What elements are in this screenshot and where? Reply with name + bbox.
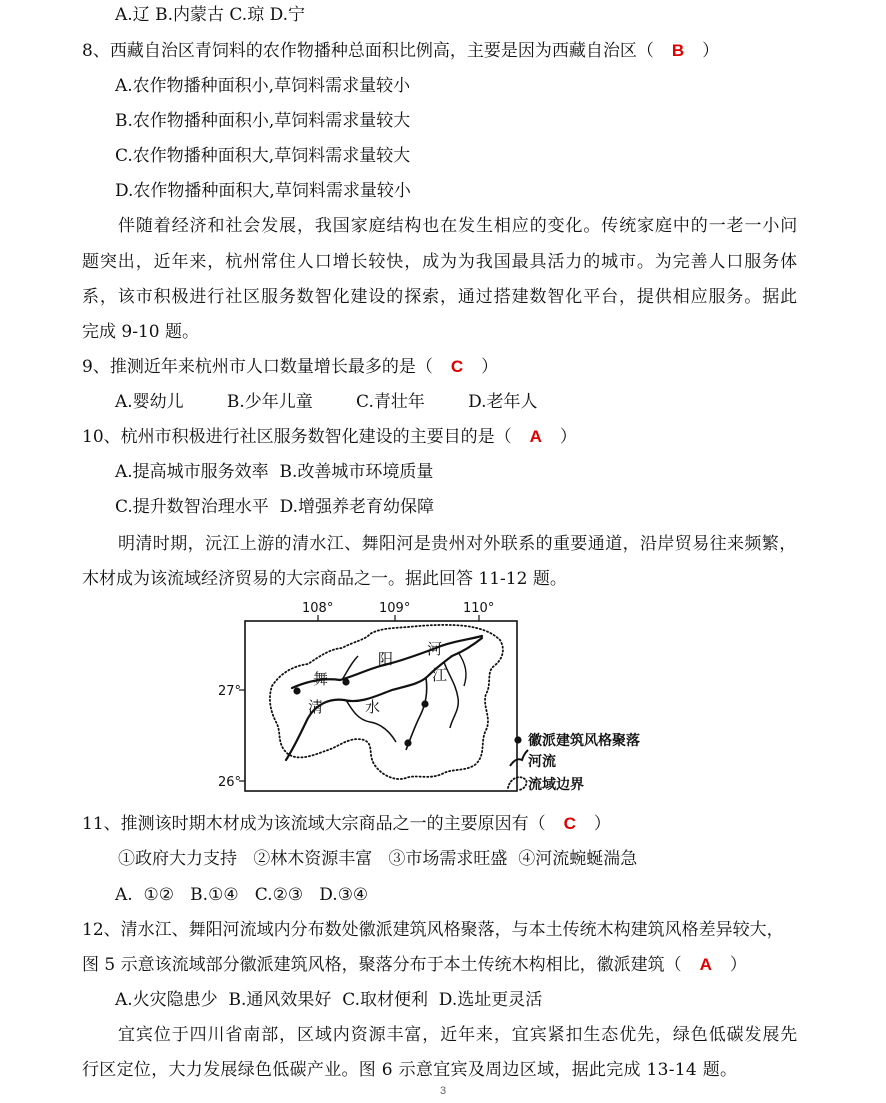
- q12-stem-close: ）: [729, 955, 747, 975]
- q11-stem-close: ）: [593, 814, 611, 834]
- passage3-line2: 行区定位，大力发展绿色低碳产业。图 6 示意宜宾及周边区域，据此完成 13-14 题。: [82, 1060, 738, 1080]
- map-label-he: 河: [427, 640, 443, 658]
- q7-options: A.辽 B.内蒙古 C.琼 D.宁: [115, 5, 306, 25]
- q8-option-c: C.农作物播种面积大,草饲料需求量较大: [115, 146, 411, 166]
- map-label-qing: 清: [308, 698, 324, 716]
- q8-stem: [82, 40, 719, 62]
- settlement-dot-3: [421, 700, 428, 707]
- q12-stem-text: 图 5 示意该流域部分徽派建筑风格，聚落分布于本土传统木构相比，徽派建筑（: [82, 955, 682, 975]
- q11-stem-text: 11、推测该时期木材成为该流域大宗商品之一的主要原因有（: [82, 814, 546, 834]
- passage2-line1: 明清时期，沅江上游的清水江、舞阳河是贵州对外联系的重要通道，沿岸贸易往来频繁，: [118, 534, 797, 554]
- map-label-jiang: 江: [432, 666, 448, 684]
- q11-answer: C: [563, 814, 576, 833]
- q8-stem-close: ）: [702, 41, 720, 61]
- map-frame: [245, 621, 517, 791]
- map-label-shui: 水: [365, 698, 381, 716]
- passage1-line3: 系，该市积极进行社区服务数智化建设的探索，通过搭建数智化平台，提供相应服务。据此: [82, 287, 798, 307]
- legend-boundary: 流域边界: [528, 777, 584, 793]
- q10-answer: A: [529, 427, 542, 446]
- q8-option-d: D.农作物播种面积大,草饲料需求量较小: [115, 181, 411, 201]
- yuan-upstream: [458, 652, 466, 686]
- q12-answer: A: [699, 955, 712, 974]
- q9-options: A.婴幼儿 B.少年儿童 C.青壮年 D.老年人: [115, 392, 538, 412]
- passage1-line4: 完成 9-10 题。: [82, 322, 199, 342]
- q12-options: A.火灾隐患少 B.通风效果好 C.取材便利 D.选址更灵活: [115, 990, 543, 1010]
- passage2-line2: 木材成为该流域经济贸易的大宗商品之一。据此回答 11-12 题。: [82, 569, 567, 589]
- q9-stem-close: ）: [481, 357, 499, 377]
- q8-answer: B: [671, 41, 685, 60]
- q10-options-row1: A.提高城市服务效率 B.改善城市环境质量: [115, 462, 434, 482]
- settlement-dot-1: [293, 687, 300, 694]
- legend-settlement: 徽派建筑风格聚落: [528, 733, 640, 749]
- q12-stem-line1: 12、清水江、舞阳河流域内分布数处徽派建筑风格聚落，与本土传统木构建筑风格差异较大，: [82, 920, 784, 940]
- q8-stem-text: 8、西藏自治区青饲料的农作物播种总面积比例高，主要是因为西藏自治区（: [82, 41, 654, 61]
- lat-label-26: 26°: [218, 775, 242, 790]
- settlement-dot-4: [404, 739, 411, 746]
- q9-answer: C: [450, 357, 464, 376]
- passage1-line2: 题突出，近年来，杭州常住人口增长较快，成为为我国最具活力的城市。为完善人口服务体: [82, 252, 798, 272]
- lon-label-108: 108°: [302, 601, 334, 616]
- map-label-wu: 舞: [313, 670, 329, 688]
- legend-river-icon: [510, 750, 528, 766]
- q10-options-row2: C.提升数智治理水平 D.增强养老育幼保障: [115, 497, 435, 517]
- river-basin-map: [218, 594, 680, 799]
- qingshui-tributary-2: [406, 678, 427, 750]
- settlement-dot-2: [342, 678, 349, 685]
- legend-settlement-icon: [514, 736, 521, 743]
- page-number: 3: [439, 1085, 447, 1097]
- map-label-yang: 阳: [378, 650, 394, 668]
- lat-label-27: 27°: [218, 684, 242, 699]
- passage1-line1: 伴随着经济和社会发展，我国家庭结构也在发生相应的变化。传统家庭中的一老一小问: [118, 216, 799, 236]
- lon-label-109: 109°: [379, 601, 411, 616]
- q9-stem: [82, 356, 498, 378]
- legend-river: 河流: [528, 754, 556, 770]
- q10-stem: [82, 426, 577, 448]
- q8-option-b: B.农作物播种面积小,草饲料需求量较大: [115, 111, 411, 131]
- q10-stem-text: 10、杭州市积极进行社区服务数智化建设的主要目的是（: [82, 427, 512, 447]
- q9-stem-text: 9、推测近年来杭州市人口数量增长最多的是（: [82, 357, 433, 377]
- q11-options: A. ①② B.①④ C.②③ D.③④: [115, 885, 369, 905]
- q12-stem-line2: [82, 954, 747, 976]
- q8-option-a: A.农作物播种面积小,草饲料需求量较小: [115, 76, 411, 96]
- q11-stem: [82, 813, 611, 835]
- q11-statements: ①政府大力支持 ②林木资源丰富 ③市场需求旺盛 ④河流蜿蜒湍急: [118, 849, 638, 869]
- q10-stem-close: ）: [559, 427, 577, 447]
- lon-label-110: 110°: [463, 601, 495, 616]
- passage3-line1: 宜宾位于四川省南部，区域内资源丰富，近年来，宜宾紧扣生态优先，绿色低碳发展先: [118, 1025, 799, 1045]
